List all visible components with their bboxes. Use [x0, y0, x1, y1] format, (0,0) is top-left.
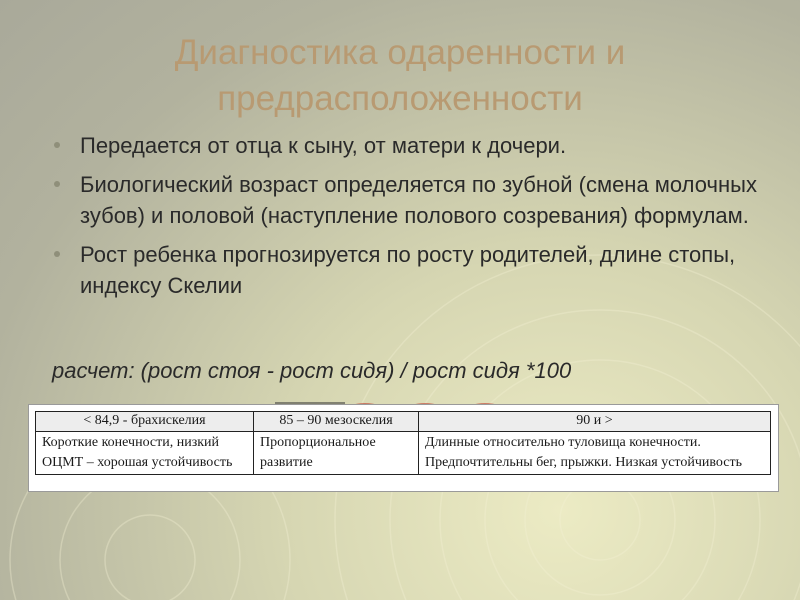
bullet-text: Рост ребенка прогнозируется по росту родителей, длине стопы, индексу Скелии	[80, 242, 736, 298]
header-mesoskelia: 85 – 90 мезоскелия	[254, 412, 419, 432]
title-line-1: Диагностика одаренности и	[174, 33, 626, 72]
table-cell	[419, 432, 771, 475]
table-cell	[254, 432, 419, 475]
slide-title	[40, 30, 760, 122]
bullet-item	[48, 130, 768, 161]
cell-line: Пропорциональное	[260, 435, 376, 450]
bullet-dot-icon	[54, 181, 60, 187]
bullet-list	[48, 130, 768, 309]
header-macroskelia: 90 и >	[419, 412, 771, 432]
table-header-row	[36, 412, 771, 432]
bullet-item	[48, 239, 768, 301]
table-row	[36, 432, 771, 475]
cell-line: ОЦМТ – хорошая устойчивость	[42, 455, 233, 470]
cell-line: Длинные относительно туловища конечности.	[425, 435, 701, 450]
bullet-text: Передается от отца к сыну, от матери к дочери.	[80, 133, 567, 158]
title-line-2: предрасположенности	[217, 79, 583, 118]
table-cell	[36, 432, 254, 475]
cell-line: Предпочтительны бег, прыжки. Низкая устойчивость	[425, 455, 742, 470]
bullet-item	[48, 169, 768, 231]
bullet-dot-icon	[54, 251, 60, 257]
skelia-table-image	[28, 404, 779, 492]
formula-text: расчет: (рост стоя - рост сидя) / рост сидя *100	[52, 358, 572, 383]
skelia-table	[35, 411, 771, 475]
cell-line: развитие	[260, 455, 313, 470]
header-brachyskelia: < 84,9 - брахискелия	[36, 412, 254, 432]
bullet-text: Биологический возраст определяется по зубной (смена молочных зубов) и половой (наступление полового созревания) формулам.	[80, 172, 757, 228]
bullet-dot-icon	[54, 142, 60, 148]
cell-line: Короткие конечности, низкий	[42, 435, 220, 450]
